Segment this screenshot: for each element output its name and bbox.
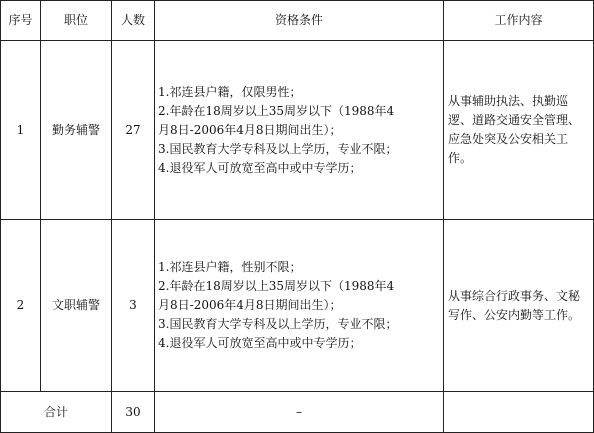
header-duties: 工作内容 xyxy=(444,1,594,41)
table-row xyxy=(1,41,594,220)
row-position: 勤务辅警 xyxy=(41,41,112,220)
requirement-line: 2.年龄在18周岁以上35周岁以下（1988年4 xyxy=(158,103,395,118)
requirement-line: 4.退役军人可放宽至高中或中专学历； xyxy=(158,336,362,350)
requirement-line: 月8日-2006年4月8日期间出生）； xyxy=(158,298,342,312)
header-row xyxy=(1,1,594,41)
table-row xyxy=(1,220,594,392)
header-seq: 序号 xyxy=(1,1,41,41)
requirement-line: 1.祁连县户籍，仅限男性； xyxy=(158,84,302,99)
total-row xyxy=(1,392,594,433)
row-requirements xyxy=(155,41,444,220)
row-count: 3 xyxy=(112,220,155,392)
row-count: 27 xyxy=(112,41,155,220)
requirement-line: 2.年龄在18周岁以上35周岁以下（1988年4 xyxy=(158,279,395,293)
header-requirements: 资格条件 xyxy=(155,1,444,41)
total-requirements: – xyxy=(155,392,444,433)
row-seq: 1 xyxy=(1,41,41,220)
total-count: 30 xyxy=(112,392,155,433)
requirement-line: 3.国民教育大学专科及以上学历，专业不限； xyxy=(158,317,398,331)
header-count: 人数 xyxy=(112,1,155,41)
row-duties: 从事综合行政事务、文秘写作、公安内勤等工作。 xyxy=(444,220,594,392)
row-seq: 2 xyxy=(1,220,41,392)
requirement-line: 3.国民教育大学专科及以上学历，专业不限； xyxy=(158,141,398,156)
row-duties: 从事辅助执法、执勤巡逻、道路交通安全管理、应急处突及公安相关工作。 xyxy=(444,41,594,220)
header-position: 职位 xyxy=(41,1,112,41)
requirement-line: 4.退役军人可放宽至高中或中专学历； xyxy=(158,160,362,175)
requirement-line: 1.祁连县户籍，性别不限； xyxy=(158,260,302,274)
row-position: 文职辅警 xyxy=(41,220,112,392)
total-label: 合计 xyxy=(1,392,112,433)
requirement-line: 月8日-2006年4月8日期间出生）； xyxy=(158,122,342,137)
row-requirements xyxy=(155,220,444,392)
total-duties xyxy=(444,392,594,433)
